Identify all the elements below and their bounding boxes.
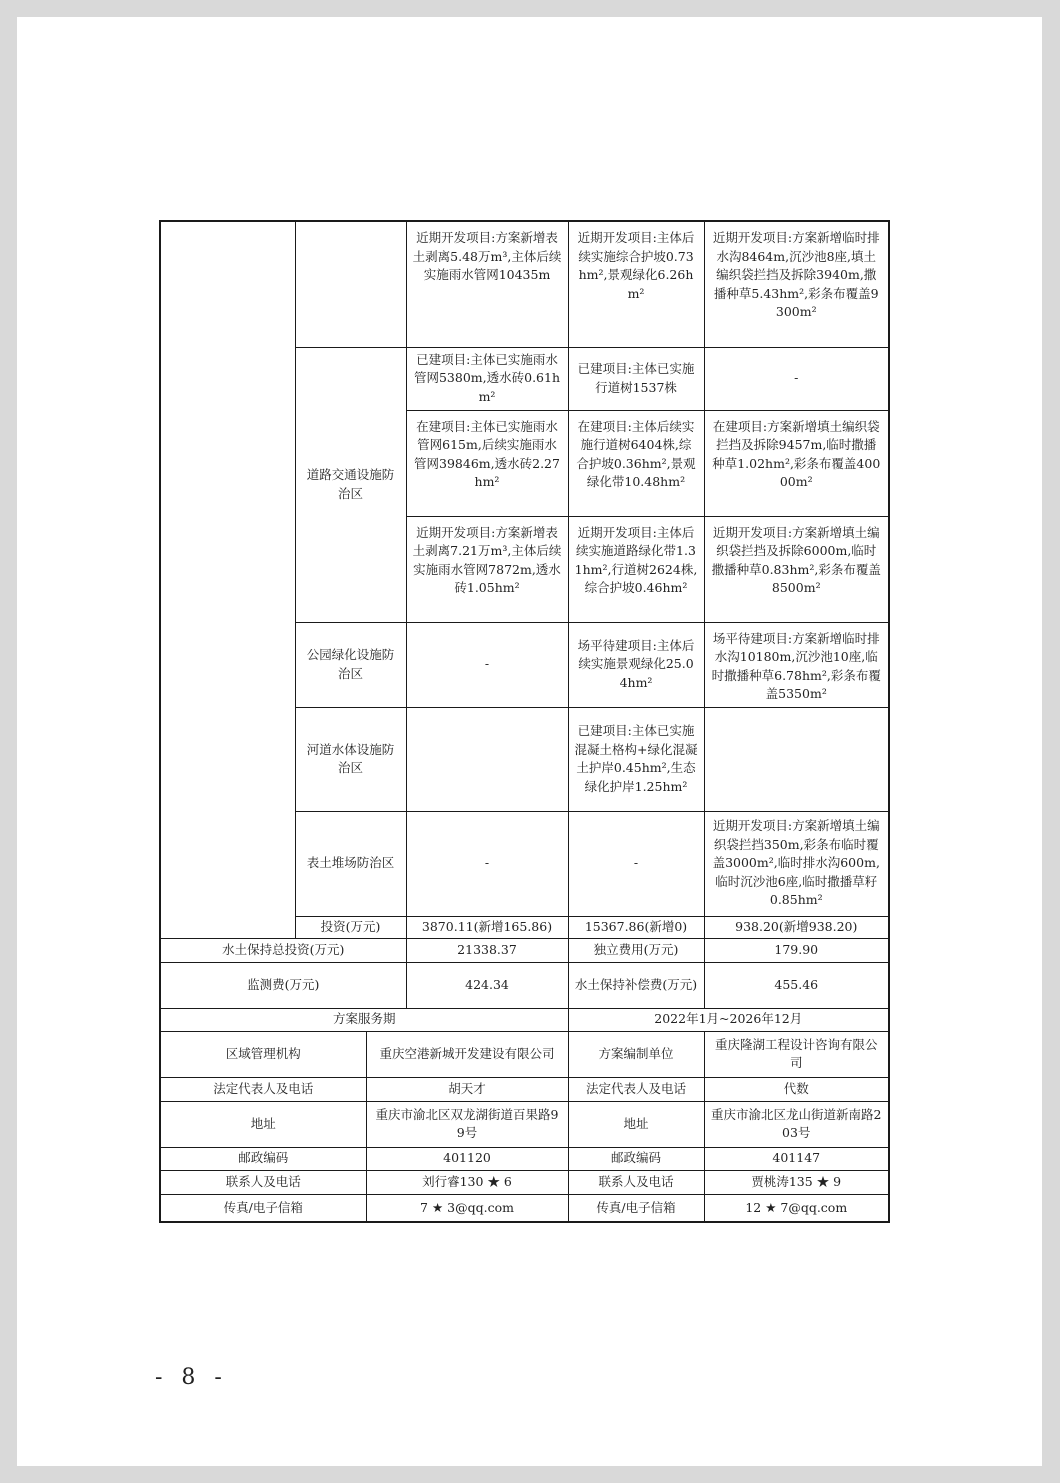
management-org-label: 区域管理机构 (160, 1031, 366, 1077)
postal-value-2: 401147 (704, 1147, 889, 1170)
investment-label: 投资(万元) (295, 916, 406, 938)
cell: 近期开发项目:方案新增填土编织袋拦挡350m,彩条布临时覆盖3000m²,临时排水沟600m,临时沉沙池6座,临时撒播草籽0.85hm² (704, 811, 889, 916)
cell: 近期开发项目:方案新增表土剥离7.21万m³,主体后续实施雨水管网7872m,透水砖1.05hm² (406, 516, 568, 622)
total-investment-value: 21338.37 (406, 938, 568, 962)
cell: 已建项目:主体已实施行道树1537株 (568, 347, 704, 410)
cell: 场平待建项目:主体后续实施景观绿化25.04hm² (568, 622, 704, 707)
zone-cell-empty (295, 221, 406, 347)
email-label: 传真/电子信箱 (160, 1194, 366, 1222)
cell: 近期开发项目:方案新增临时排水沟8464m,沉沙池8座,填土编织袋拦挡及拆除3940m,撒播种草5.43hm²,彩条布覆盖9300m² (704, 221, 889, 347)
service-period-label: 方案服务期 (160, 1008, 568, 1031)
table-row (160, 1008, 889, 1031)
cell: - (406, 622, 568, 707)
compiler-value: 重庆隆湖工程设计咨询有限公司 (704, 1031, 889, 1077)
email-value-2: 12 ★ 7@qq.com (704, 1194, 889, 1222)
compensation-fee-label: 水土保持补偿费(万元) (568, 962, 704, 1008)
cell (406, 707, 568, 811)
management-org-value: 重庆空港新城开发建设有限公司 (366, 1031, 568, 1077)
address-label-2: 地址 (568, 1101, 704, 1147)
table-row (160, 1194, 889, 1222)
email-value: 7 ★ 3@qq.com (366, 1194, 568, 1222)
soil-conservation-table (159, 220, 890, 1223)
monitor-fee-label: 监测费(万元) (160, 962, 406, 1008)
cell (704, 707, 889, 811)
cell: 在建项目:方案新增填土编织袋拦挡及拆除9457m,临时撒播种草1.02hm²,彩条布覆盖40000m² (704, 410, 889, 516)
document-page (17, 17, 1042, 1466)
page-number: - 8 - (155, 1365, 228, 1390)
contact-value: 刘行睿130 ★ 6 (366, 1170, 568, 1194)
total-investment-label: 水土保持总投资(万元) (160, 938, 406, 962)
table-row (160, 938, 889, 962)
cell: - (406, 811, 568, 916)
table-row (160, 221, 889, 347)
cell: 近期开发项目:方案新增填土编织袋拦挡及拆除6000m,临时撒播种草0.83hm²,彩条布覆盖8500m² (704, 516, 889, 622)
cell: 938.20(新增938.20) (704, 916, 889, 938)
cell: 场平待建项目:方案新增临时排水沟10180m,沉沙池10座,临时撒播种草6.78hm²,彩条布覆盖5350m² (704, 622, 889, 707)
cell: 已建项目:主体已实施雨水管网5380m,透水砖0.61hm² (406, 347, 568, 410)
postal-value: 401120 (366, 1147, 568, 1170)
legal-rep-value: 胡天才 (366, 1077, 568, 1101)
zone-label-park: 公园绿化设施防治区 (295, 622, 406, 707)
table-row (160, 1101, 889, 1147)
address-value: 重庆市渝北区双龙湖街道百果路99号 (366, 1101, 568, 1147)
address-label: 地址 (160, 1101, 366, 1147)
postal-label: 邮政编码 (160, 1147, 366, 1170)
independent-fee-value: 179.90 (704, 938, 889, 962)
zone-label-topsoil: 表土堆场防治区 (295, 811, 406, 916)
legal-rep-value-2: 代数 (704, 1077, 889, 1101)
service-period-value: 2022年1月~2026年12月 (568, 1008, 889, 1031)
cell: - (568, 811, 704, 916)
address-value-2: 重庆市渝北区龙山街道新南路203号 (704, 1101, 889, 1147)
contact-label: 联系人及电话 (160, 1170, 366, 1194)
monitor-fee-value: 424.34 (406, 962, 568, 1008)
table-row (160, 962, 889, 1008)
table-row (160, 1170, 889, 1194)
cell: 在建项目:主体后续实施行道树6404株,综合护坡0.36hm²,景观绿化带10.48hm² (568, 410, 704, 516)
table-row (160, 1077, 889, 1101)
legal-rep-label: 法定代表人及电话 (160, 1077, 366, 1101)
cell: 近期开发项目:主体后续实施综合护坡0.73hm²,景观绿化6.26hm² (568, 221, 704, 347)
cell: - (704, 347, 889, 410)
table-row (160, 1147, 889, 1170)
zone-label-road: 道路交通设施防治区 (295, 347, 406, 622)
left-merged-cell (160, 221, 295, 938)
cell: 15367.86(新增0) (568, 916, 704, 938)
independent-fee-label: 独立费用(万元) (568, 938, 704, 962)
cell: 3870.11(新增165.86) (406, 916, 568, 938)
cell: 在建项目:主体已实施雨水管网615m,后续实施雨水管网39846m,透水砖2.27hm² (406, 410, 568, 516)
table-row (160, 1031, 889, 1077)
cell: 已建项目:主体已实施混凝土格构+绿化混凝土护岸0.45hm²,生态绿化护岸1.25hm² (568, 707, 704, 811)
legal-rep-label-2: 法定代表人及电话 (568, 1077, 704, 1101)
email-label-2: 传真/电子信箱 (568, 1194, 704, 1222)
compensation-fee-value: 455.46 (704, 962, 889, 1008)
postal-label-2: 邮政编码 (568, 1147, 704, 1170)
contact-value-2: 贾桃涛135 ★ 9 (704, 1170, 889, 1194)
cell: 近期开发项目:方案新增表土剥离5.48万m³,主体后续实施雨水管网10435m (406, 221, 568, 347)
cell: 近期开发项目:主体后续实施道路绿化带1.31hm²,行道树2624株,综合护坡0.46hm² (568, 516, 704, 622)
contact-label-2: 联系人及电话 (568, 1170, 704, 1194)
compiler-label: 方案编制单位 (568, 1031, 704, 1077)
zone-label-river: 河道水体设施防治区 (295, 707, 406, 811)
